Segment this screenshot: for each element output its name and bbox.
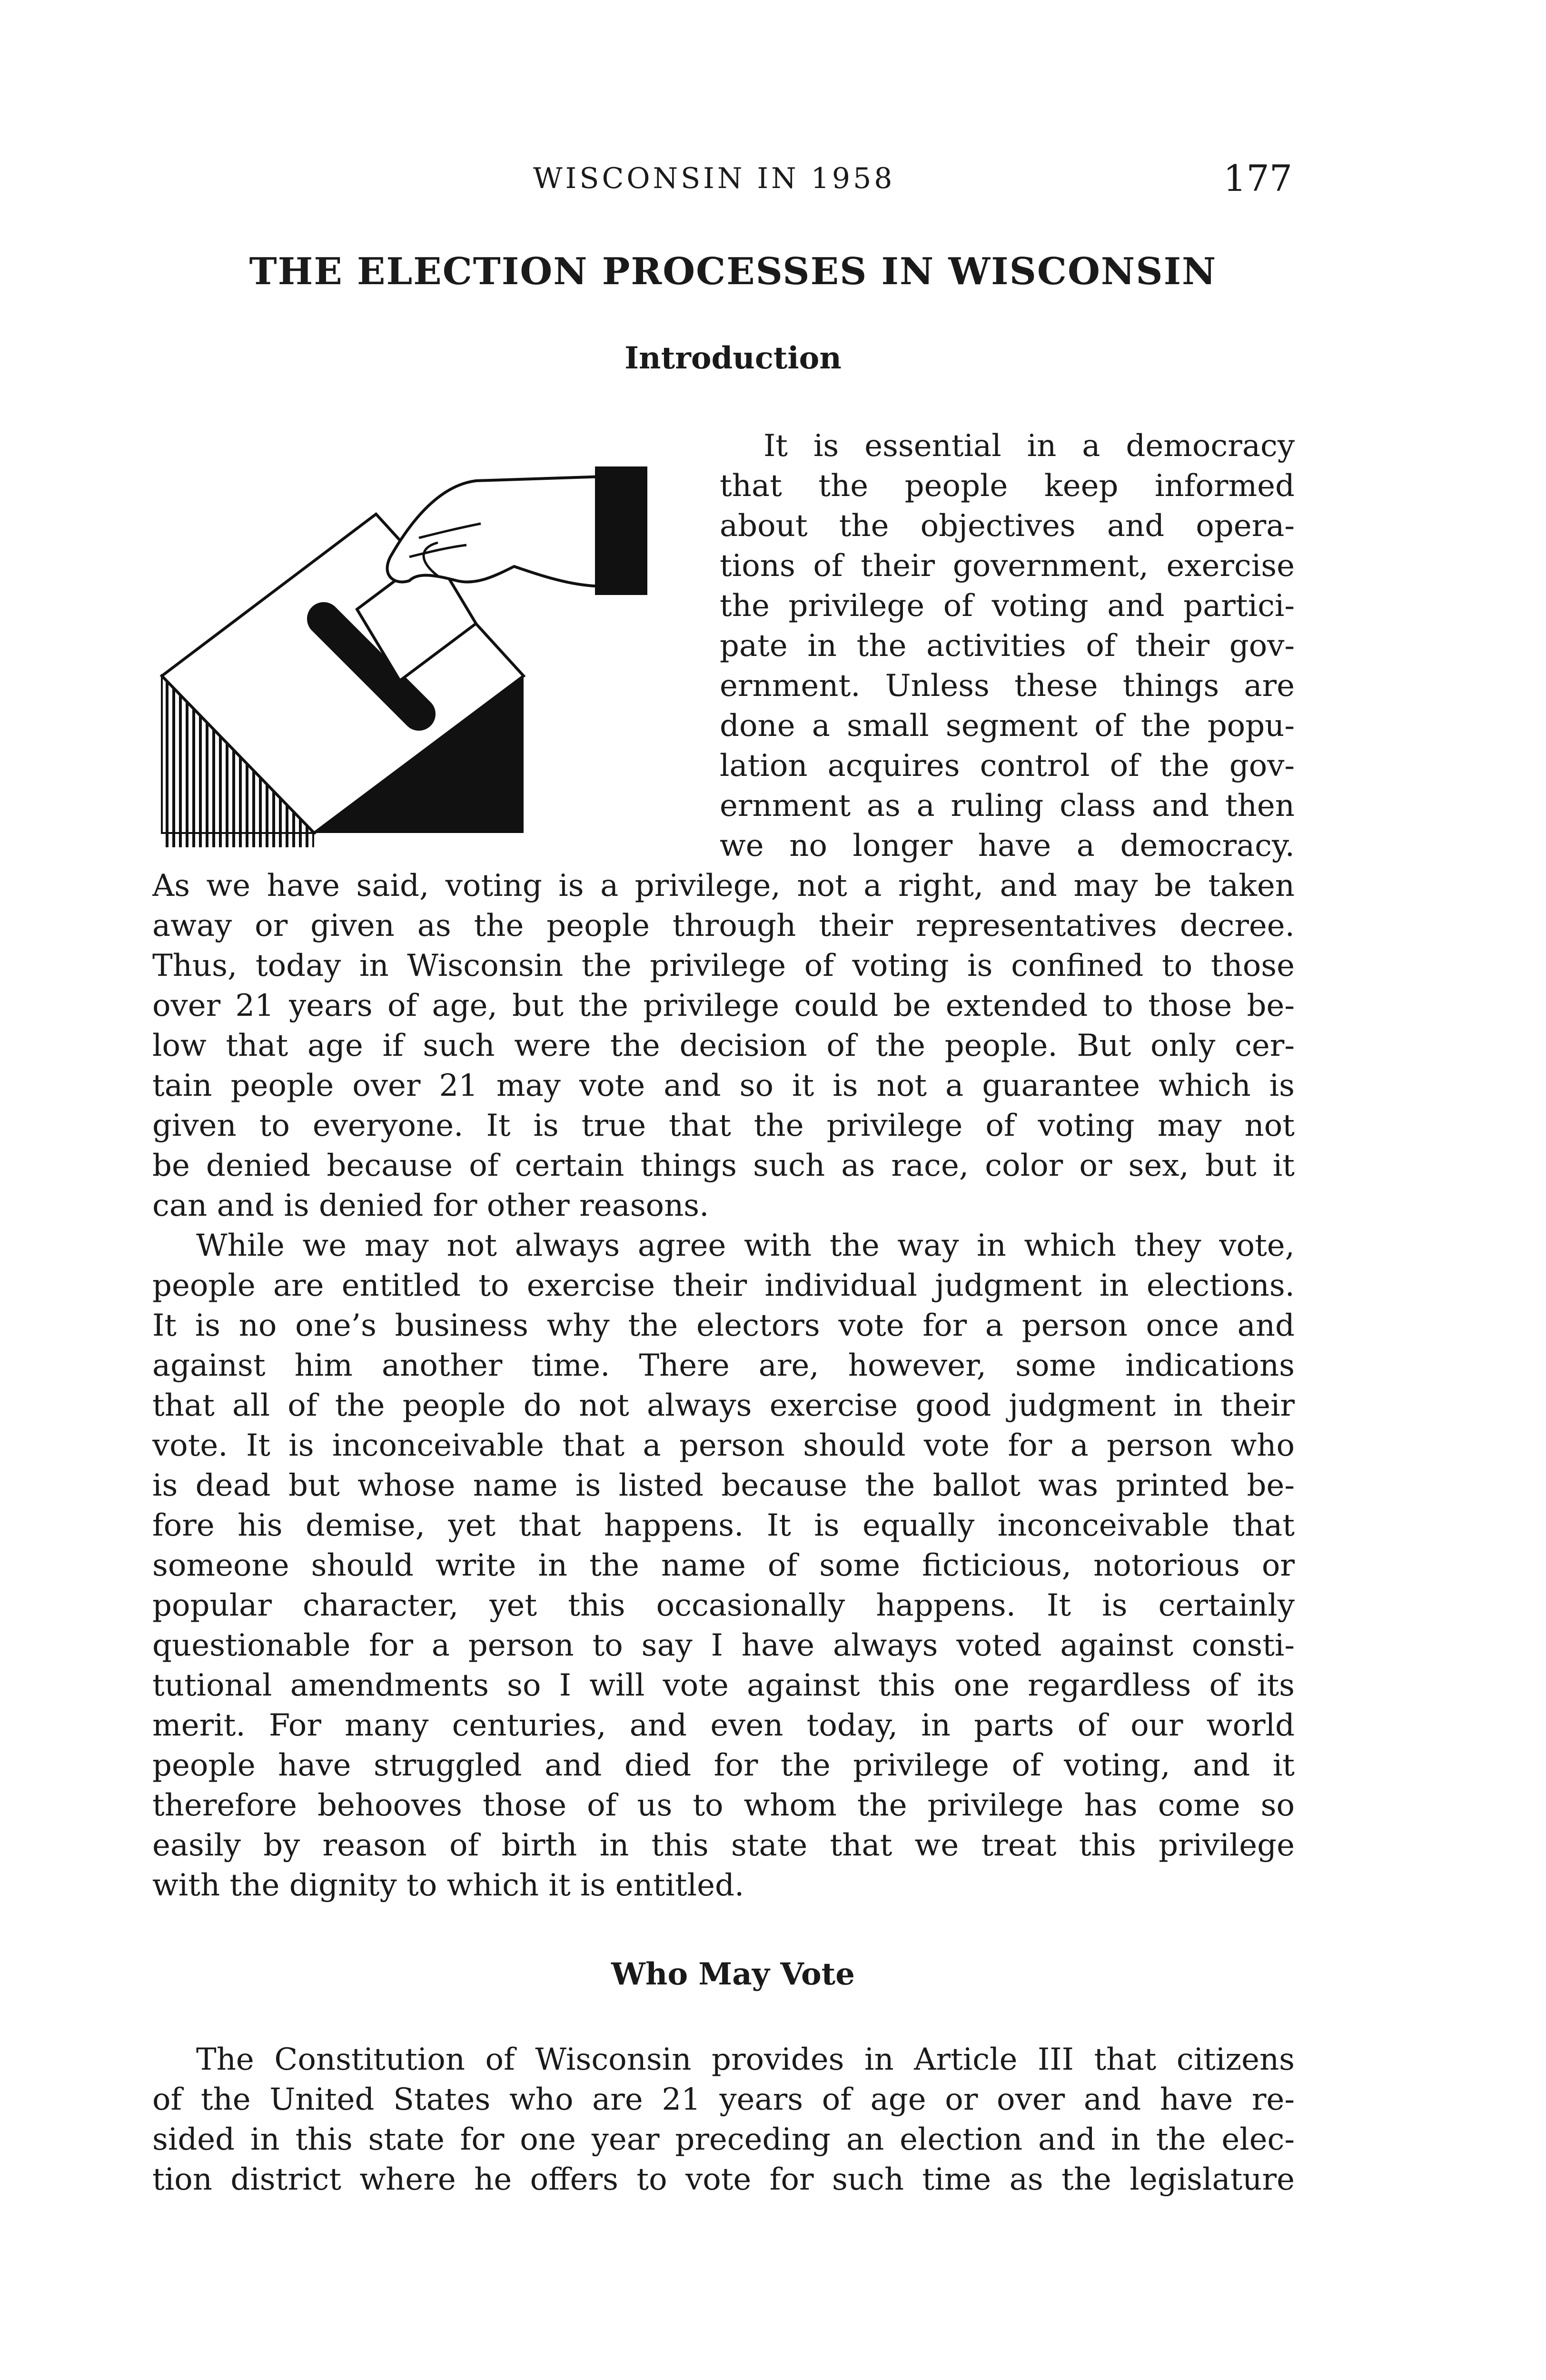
text-line: easily by reason of birth in this state that we treat this privilege — [152, 1828, 1295, 1863]
text-line: The Constitution of Wisconsin provides in Article III that citizens — [196, 2042, 1295, 2077]
text-line: about the objectives and opera- — [720, 508, 1295, 544]
text-line: It is no one’s business why the electors vote for a person once and — [152, 1308, 1295, 1343]
text-line: that all of the people do not always exercise good judgment in their — [152, 1388, 1295, 1423]
text-line: done a small segment of the popu- — [720, 708, 1295, 744]
text-line: pate in the activities of their gov- — [720, 628, 1295, 664]
text-line: people are entitled to exercise their individual judgment in elections. — [152, 1268, 1295, 1303]
text-line: questionable for a person to say I have always voted against consti- — [152, 1628, 1295, 1663]
page-number: 177 — [1223, 157, 1293, 199]
introduction-heading: Introduction — [624, 340, 842, 376]
text-line: Thus, today in Wisconsin the privilege of voting is confined to those — [152, 948, 1295, 983]
running-head: WISCONSIN IN 1958 — [533, 162, 895, 195]
text-line: While we may not always agree with the way in which they vote, — [196, 1228, 1295, 1263]
chapter-title: THE ELECTION PROCESSES IN WISCONSIN — [249, 250, 1217, 293]
text-line: low that age if such were the decision of the people. But only cer- — [152, 1028, 1295, 1063]
text-line: given to everyone. It is true that the privilege of voting may not — [152, 1108, 1295, 1143]
text-line: lation acquires control of the gov- — [720, 748, 1295, 783]
text-line: can and is denied for other reasons. — [152, 1188, 709, 1223]
text-line: tions of their government, exercise — [720, 548, 1295, 584]
text-line: be denied because of certain things such as race, color or sex, but it — [152, 1148, 1295, 1183]
text-line: someone should write in the name of some ficticious, notorious or — [152, 1548, 1295, 1583]
text-line: ernment as a ruling class and then — [720, 788, 1295, 823]
text-line: tutional amendments so I will vote against this one regardless of its — [152, 1668, 1295, 1703]
text-line: away or given as the people through their representatives decree. — [152, 908, 1295, 943]
text-line: we no longer have a democracy. — [720, 828, 1295, 863]
text-line: sided in this state for one year preceding an election and in the elec- — [152, 2122, 1295, 2157]
text-line: As we have said, voting is a privilege, not a right, and may be taken — [152, 868, 1295, 903]
text-line: tain people over 21 may vote and so it is not a guarantee which is — [152, 1068, 1295, 1103]
text-line: the privilege of voting and partici- — [720, 588, 1295, 624]
text-line: against him another time. There are, however, some indications — [152, 1348, 1295, 1383]
text-line: is dead but whose name is listed because the ballot was printed be- — [152, 1468, 1295, 1503]
text-line: that the people keep informed — [720, 468, 1295, 504]
text-line: therefore behooves those of us to whom the privilege has come so — [152, 1788, 1295, 1823]
text-line: ernment. Unless these things are — [720, 668, 1295, 704]
text-line: with the dignity to which it is entitled. — [152, 1868, 744, 1903]
text-line: popular character, yet this occasionally happens. It is certainly — [152, 1588, 1295, 1623]
text-line: fore his demise, yet that happens. It is equally inconceivable that — [152, 1508, 1295, 1543]
text-line: vote. It is inconceivable that a person should vote for a person who — [152, 1428, 1295, 1463]
text-line: over 21 years of age, but the privilege could be extended to those be- — [152, 988, 1295, 1023]
text-line: people have struggled and died for the privilege of voting, and it — [152, 1748, 1295, 1783]
text-line: of the United States who are 21 years of age or over and have re- — [152, 2082, 1295, 2117]
text-line: tion district where he offers to vote for such time as the legislature — [152, 2162, 1295, 2197]
who-may-vote-heading: Who May Vote — [611, 1956, 855, 1992]
ballot-box-icon — [152, 466, 681, 847]
text-line: merit. For many centuries, and even today, in parts of our world — [152, 1708, 1295, 1743]
text-line: It is essential in a democracy — [763, 428, 1295, 464]
